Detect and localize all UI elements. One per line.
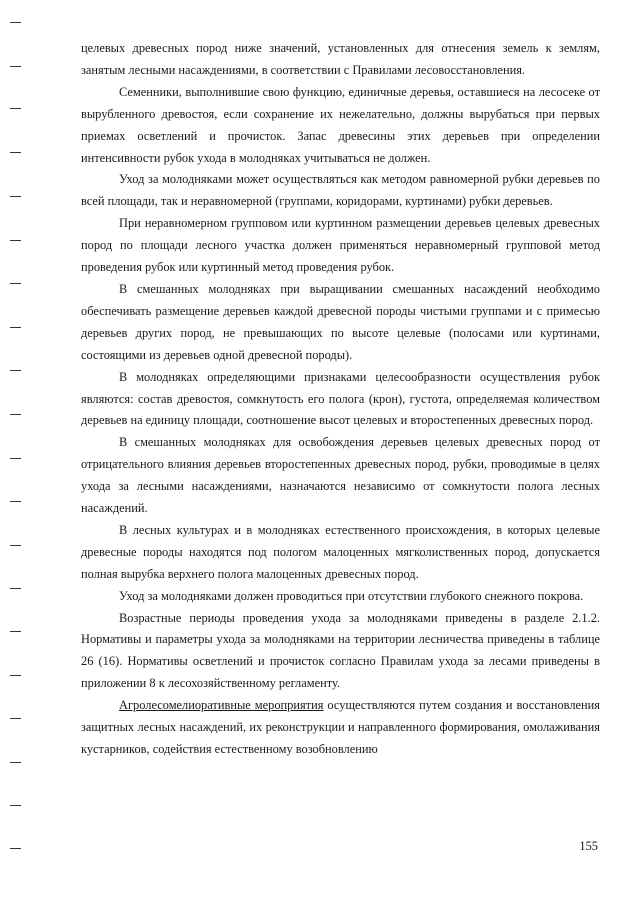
margin-tick [10, 370, 21, 371]
paragraph-determining-signs: В молодняках определяющими признаками целесообразности осуществления рубок являются: состав древостоя, сомкнутость его полога (крон), густота, определяемая количеством деревьев на единицу площади, соотношение высот целевых и второстепенных древесных пород. [81, 369, 600, 428]
margin-tick [10, 762, 21, 763]
page-body [81, 38, 600, 761]
margin-tick [10, 631, 21, 632]
underlined-term: Агролесомелиоративные мероприятия [119, 698, 324, 713]
margin-tick [10, 545, 21, 546]
margin-tick [10, 675, 21, 676]
paragraph-agroforestry [81, 695, 600, 761]
margin-tick [10, 240, 21, 241]
margin-tick [10, 66, 21, 67]
margin-tick [10, 283, 21, 284]
margin-tick [10, 108, 21, 109]
margin-tick [10, 196, 21, 197]
paragraph-age-periods: Возрастные периоды проведения ухода за молодняками приведены в разделе 2.1.2. Нормативы и параметры ухода за молодняками на территории лесничества приведены в таблице 26 (16). Нормативы осветлений и прочисток согласно Правилам ухода за лесами приведены в приложении 8 к лесохозяйственному регламенту. [81, 610, 600, 691]
paragraph-cutting-methods: Уход за молодняками может осуществляться как методом равномерной рубки деревьев по всей площади, так и неравномерной (группами, коридорами, куртинами) рубки деревьев. [81, 172, 600, 209]
binding-margin-marks [10, 0, 22, 905]
margin-tick [10, 458, 21, 459]
margin-tick [10, 327, 21, 328]
margin-tick [10, 848, 21, 849]
paragraph-text: осуществляются путем создания и восстановления защитных лесных насаждений, их реконструкции и направленного формирования, омолаживания кустарников, содействия естественному возобновлению [81, 698, 600, 756]
margin-tick [10, 152, 21, 153]
margin-tick [10, 22, 21, 23]
margin-tick [10, 588, 21, 589]
margin-tick [10, 501, 21, 502]
margin-tick [10, 414, 21, 415]
paragraph-forest-cultures: В лесных культурах и в молодняках естественного происхождения, в которых целевые древесные породы находятся под пологом малоценных мягколиственных пород, допускается полная вырубка верхнего полога малоценных древесных пород. [81, 522, 600, 581]
margin-tick [10, 805, 21, 806]
paragraph-seed-trees: Семенники, выполнившие свою функцию, единичные деревья, оставшиеся на лесосеке от вырубленного древостоя, если сохранение их нежелательно, должны вырубаться при первых приемах осветлений и прочисток. Запас древесины этих деревьев при определении интенсивности рубок ухода в молодняках учитываться не должен. [81, 84, 600, 165]
paragraph-mixed-young-stands: В смешанных молодняках при выращивании смешанных насаждений необходимо обеспечивать размещение деревьев каждой древесной породы чистыми группами и с примесью деревьев других пород, не превышающих по высоте целевые (полосами или куртинами, состоящими из деревьев одной древесной породы). [81, 281, 600, 362]
page-number: 155 [579, 839, 598, 853]
paragraph-snow-cover: Уход за молодняками должен проводиться при отсутствии глубокого снежного покрова. [119, 588, 584, 603]
margin-tick [10, 718, 21, 719]
paragraph-release-target-species: В смешанных молодняках для освобождения деревьев целевых древесных пород от отрицательного влияния деревьев второстепенных древесных пород, рубки, проводимые в целях ухода за лесными насаждениями, назначаются независимо от сомкнутости полога лесных насаждений. [81, 435, 600, 516]
paragraph-continued: целевых древесных пород ниже значений, установленных для отнесения земель к землям, занятым лесными насаждениями, в соответствии с Правилами лесовосстановления. [81, 41, 600, 77]
paragraph-uneven-placement: При неравномерном групповом или куртинном размещении деревьев целевых древесных пород по площади лесного участка должен применяться неравномерный групповой метод проведения рубок или куртинный метод проведения рубок. [81, 216, 600, 275]
